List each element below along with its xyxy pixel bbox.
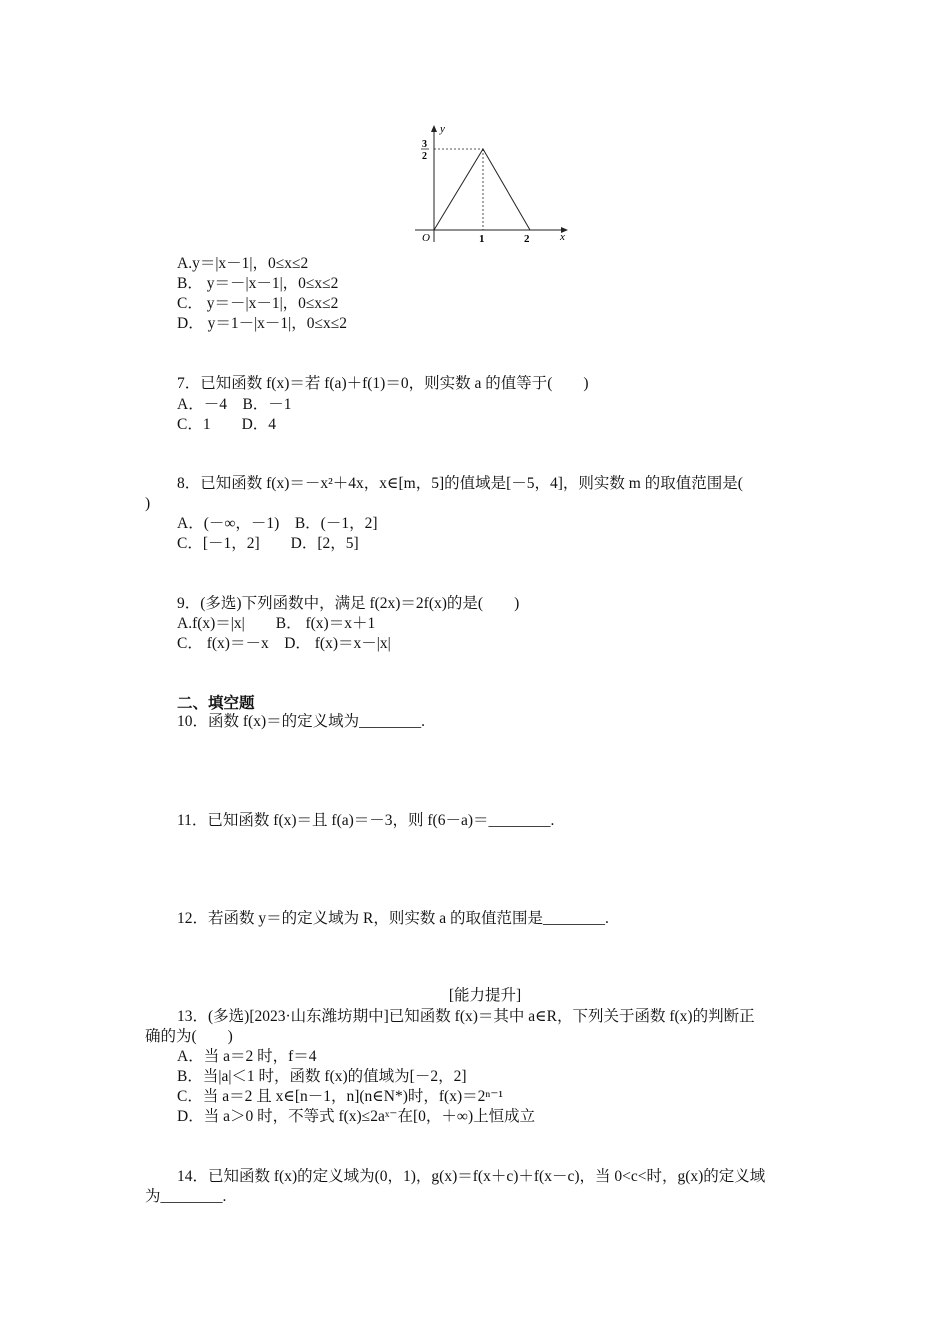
xtick-1-label: 1 <box>479 233 485 245</box>
q7-options-cd: C．1 D．4 <box>177 416 277 433</box>
q8-options-cd: C．[－1，2] D．[2，5] <box>177 535 359 552</box>
origin-label: O <box>422 232 430 244</box>
q13-option-d: D．当 a＞0 时，不等式 f(x)≤2aˣ⁻在[0，＋∞)上恒成立 <box>177 1108 536 1125</box>
q13-option-a: A．当 a＝2 时，f＝4 <box>177 1048 317 1065</box>
q6-option-d: D． y＝1－|x－1|，0≤x≤2 <box>177 315 348 332</box>
y-axis-label: y <box>440 123 445 135</box>
q14-stem-continued: 为________. <box>145 1188 227 1205</box>
xtick-2-label: 2 <box>524 233 530 245</box>
q6-option-c: C． y＝－|x－1|，0≤x≤2 <box>177 295 339 312</box>
q13-option-b: B．当|a|＜1 时，函数 f(x)的值域为[－2，2] <box>177 1068 467 1085</box>
section-title-fill-in: 二、填空题 <box>177 694 255 712</box>
q9-stem: 9．(多选)下列函数中，满足 f(2x)＝2f(x)的是( ) <box>177 595 520 612</box>
function-line <box>434 149 530 230</box>
y-axis-arrow <box>431 125 437 132</box>
q7-options-ab: A．－4 B．－1 <box>177 396 292 413</box>
q6-option-a: A.y＝|x－1|，0≤x≤2 <box>177 255 309 272</box>
q6-option-b: B． y＝－|x－1|，0≤x≤2 <box>177 275 339 292</box>
q8-stem-continued: ) <box>145 495 151 512</box>
ability-section-title: [能力提升] <box>448 987 522 1004</box>
q10: 10．函数 f(x)＝的定义域为________. <box>177 713 425 730</box>
ytick-numerator: 3 <box>422 139 427 150</box>
q14-stem: 14．已知函数 f(x)的定义域为(0，1)，g(x)＝f(x＋c)＋f(x－c)，当 0<c<时，g(x)的定义域 <box>177 1168 766 1185</box>
q12: 12．若函数 y＝的定义域为 R，则实数 a 的取值范围是________. <box>177 910 609 927</box>
q13-option-c: C．当 a＝2 且 x∈[n－1，n](n∈N*)时，f(x)＝2ⁿ⁻¹ <box>177 1088 504 1105</box>
ytick-denominator: 2 <box>422 151 427 162</box>
q13-stem-continued: 确的为( ) <box>145 1028 233 1045</box>
q7-stem: 7．已知函数 f(x)＝若 f(a)＋f(1)＝0，则实数 a 的值等于( ) <box>177 375 589 392</box>
q8-options-ab: A．(－∞，－1) B．(－1，2] <box>177 515 378 532</box>
q9-options-cd: C． f(x)＝－x D． f(x)＝x－|x| <box>177 635 391 652</box>
triangle-graph <box>410 120 575 245</box>
q13-stem: 13．(多选)[2023·山东潍坊期中]已知函数 f(x)＝其中 a∈R，下列关于函数 f(x)的判断正 <box>177 1008 755 1025</box>
q11: 11．已知函数 f(x)＝且 f(a)＝－3，则 f(6－a)＝________. <box>177 812 555 829</box>
q9-options-ab: A.f(x)＝|x| B． f(x)＝x＋1 <box>177 615 376 632</box>
q8-stem: 8．已知函数 f(x)＝－x²＋4x，x∈[m，5]的值域是[－5，4]，则实数 m 的取值范围是( <box>177 475 743 492</box>
x-axis-label: x <box>560 231 565 243</box>
